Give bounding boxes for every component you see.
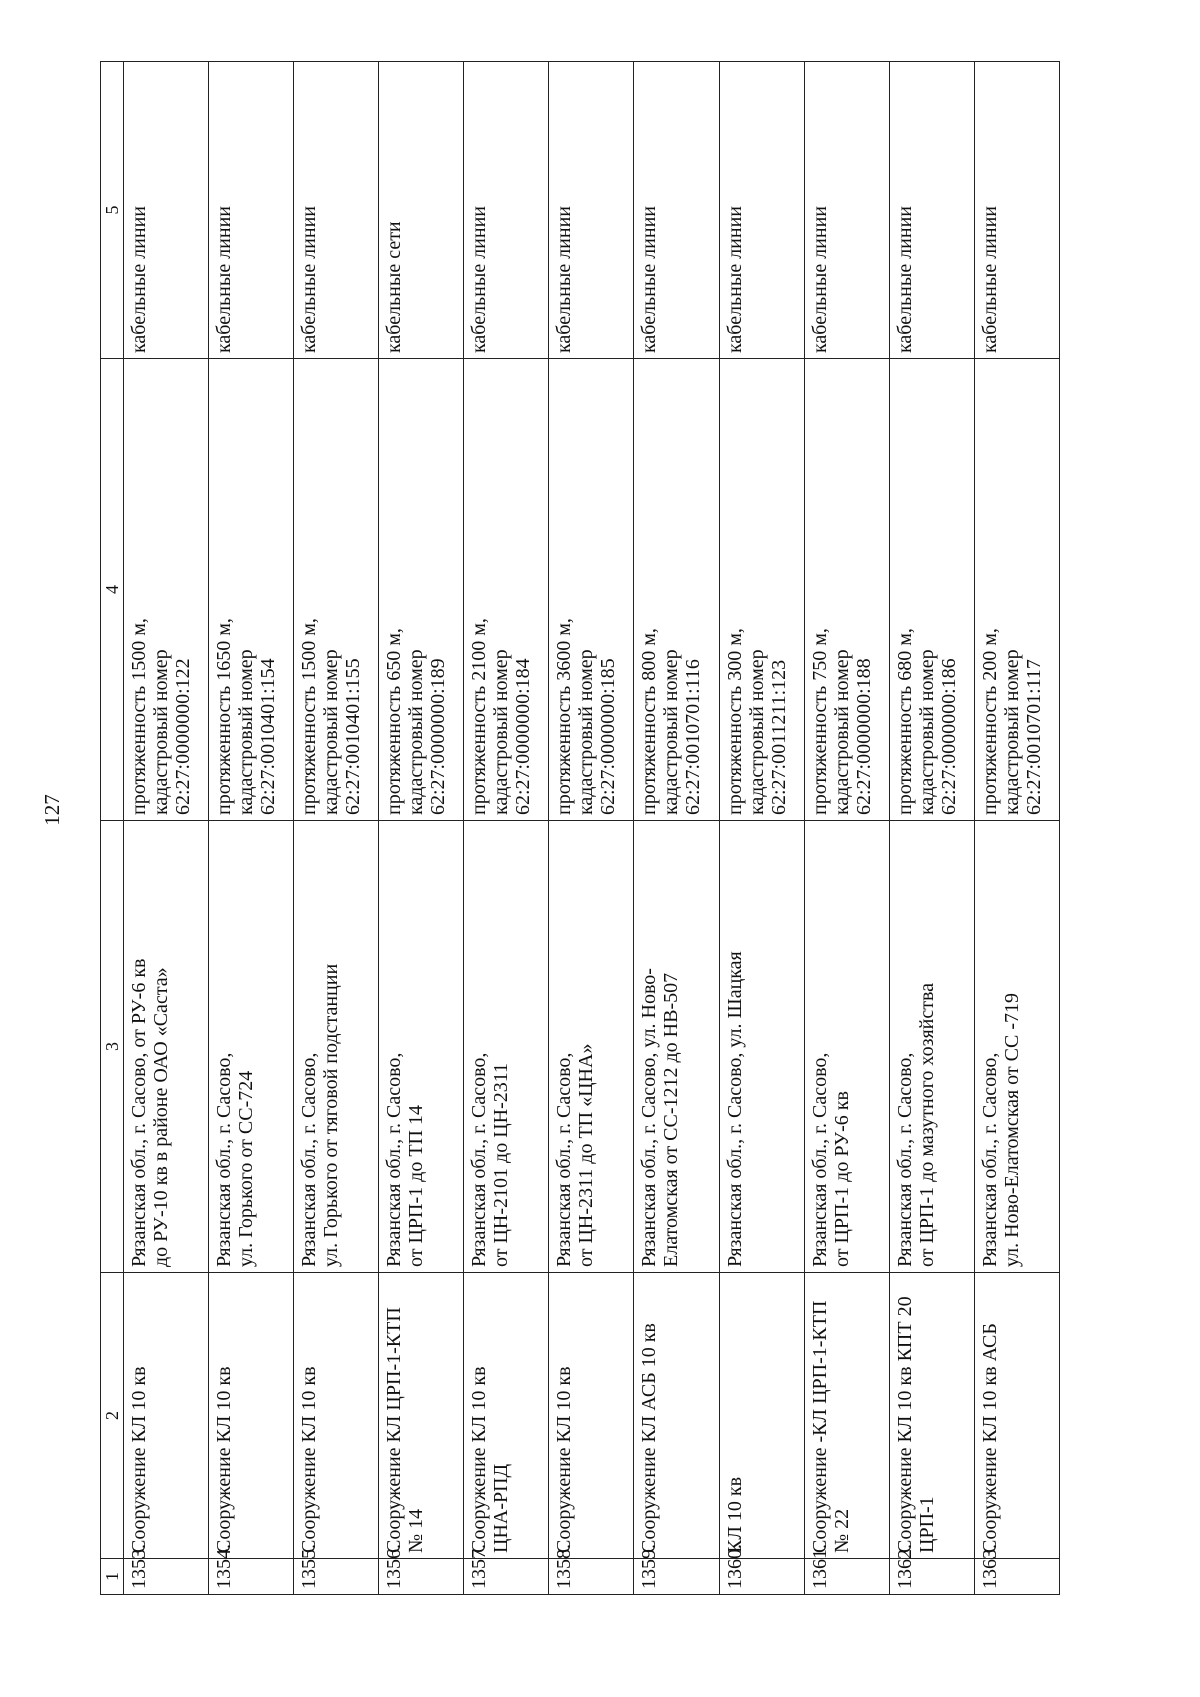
- object-details: протяженность 680 м, кадастровый номер 62:27:0000000:186: [889, 359, 974, 821]
- object-address: Рязанская обл., г. Сасово, ул. Горького от СС-724: [209, 821, 294, 1273]
- object-name: КЛ 10 кв: [719, 1273, 804, 1559]
- table-row: [804, 62, 889, 1595]
- object-address: Рязанская обл., г. Сасово, от ЦРП-1 до ТП 14: [379, 821, 464, 1273]
- table-row: [379, 62, 464, 1595]
- object-name: Сооружение КЛ 10 кв: [124, 1273, 209, 1559]
- object-name: Сооружение КЛ ЦРП-1-КТП № 14: [379, 1273, 464, 1559]
- object-type: кабельные линии: [889, 62, 974, 359]
- object-details: протяженность 2100 м, кадастровый номер 62:27:0000000:184: [464, 359, 549, 821]
- object-name: Сооружение КЛ АСБ 10 кв: [634, 1273, 719, 1559]
- object-name: Сооружение КЛ 10 кв: [209, 1273, 294, 1559]
- object-name: Сооружение КЛ 10 кв АСБ: [974, 1273, 1059, 1559]
- page-number: 127: [40, 794, 64, 826]
- header-row: [101, 62, 124, 1595]
- object-name: Сооружение КЛ 10 кв: [549, 1273, 634, 1559]
- object-details: протяженность 800 м, кадастровый номер 62:27:0010701:116: [634, 359, 719, 821]
- registry-table-container: [100, 62, 1060, 1595]
- table-row: [719, 62, 804, 1595]
- row-number: 1354.: [209, 1559, 294, 1595]
- row-number: 1357.: [464, 1559, 549, 1595]
- object-name: Сооружение КЛ 10 кв ЦНА-РПД: [464, 1273, 549, 1559]
- table-row: [974, 62, 1059, 1595]
- object-details: протяженность 3600 м, кадастровый номер 62:27:0000000:185: [549, 359, 634, 821]
- object-type: кабельные линии: [719, 62, 804, 359]
- row-number: 1356.: [379, 1559, 464, 1595]
- object-address: Рязанская обл., г. Сасово, от ЦРП-1 до РУ-6 кв: [804, 821, 889, 1273]
- object-details: протяженность 1500 м, кадастровый номер 62:27:0000000:122: [124, 359, 209, 821]
- object-type: кабельные линии: [209, 62, 294, 359]
- row-number: 1355.: [294, 1559, 379, 1595]
- object-address: Рязанская обл., г. Сасово, ул. Ново-Елатомская от СС -719: [974, 821, 1059, 1273]
- row-number: 1359.: [634, 1559, 719, 1595]
- object-address: Рязанская обл., г. Сасово, от ЦН-2311 до ТП «ЦНА»: [549, 821, 634, 1273]
- object-type: кабельные сети: [379, 62, 464, 359]
- object-details: протяженность 300 м, кадастровый номер 62:27:0011211:123: [719, 359, 804, 821]
- object-address: Рязанская обл., г. Сасово, ул. Ново- Елатомская от СС-1212 до НВ-507: [634, 821, 719, 1273]
- object-address: Рязанская обл., г. Сасово, ул. Горького от тяговой подстанции: [294, 821, 379, 1273]
- col-header-5: 5: [101, 62, 124, 359]
- object-type: кабельные линии: [974, 62, 1059, 359]
- object-name: Сооружение -КЛ ЦРП-1-КТП № 22: [804, 1273, 889, 1559]
- object-address: Рязанская обл., г. Сасово, от РУ-6 кв до РУ-10 кв в районе ОАО «Саста»: [124, 821, 209, 1273]
- object-details: протяженность 650 м, кадастровый номер 62:27:0000000:189: [379, 359, 464, 821]
- object-type: кабельные линии: [804, 62, 889, 359]
- object-type: кабельные линии: [124, 62, 209, 359]
- object-name: Сооружение КЛ 10 кв КПТ 20 ЦРП-1: [889, 1273, 974, 1559]
- row-number: 1363.: [974, 1559, 1059, 1595]
- table-row: [889, 62, 974, 1595]
- object-address: Рязанская обл., г. Сасово, ул. Шацкая: [719, 821, 804, 1273]
- object-type: кабельные линии: [294, 62, 379, 359]
- col-header-2: 2: [101, 1273, 124, 1559]
- object-details: протяженность 750 м, кадастровый номер 62:27:0000000:188: [804, 359, 889, 821]
- object-type: кабельные линии: [464, 62, 549, 359]
- object-type: кабельные линии: [634, 62, 719, 359]
- col-header-4: 4: [101, 359, 124, 821]
- object-address: Рязанская обл., г. Сасово, от ЦН-2101 до ЦН-2311: [464, 821, 549, 1273]
- object-name: Сооружение КЛ 10 кв: [294, 1273, 379, 1559]
- table-row: [294, 62, 379, 1595]
- registry-table: [100, 61, 1060, 1595]
- table-row: [464, 62, 549, 1595]
- table-row: [549, 62, 634, 1595]
- object-details: протяженность 1500 м, кадастровый номер 62:27:0010401:155: [294, 359, 379, 821]
- table-row: [634, 62, 719, 1595]
- object-type: кабельные линии: [549, 62, 634, 359]
- row-number: 1358.: [549, 1559, 634, 1595]
- object-address: Рязанская обл., г. Сасово, от ЦРП-1 до мазутного хозяйства: [889, 821, 974, 1273]
- row-number: 1362.: [889, 1559, 974, 1595]
- rotated-table-frame: [100, 62, 1060, 1595]
- table-row: [209, 62, 294, 1595]
- row-number: 1360.: [719, 1559, 804, 1595]
- row-number: 1353.: [124, 1559, 209, 1595]
- table-row: [124, 62, 209, 1595]
- col-header-3: 3: [101, 821, 124, 1273]
- col-header-1: 1: [101, 1559, 124, 1595]
- object-details: протяженность 200 м, кадастровый номер 62:27:0010701:117: [974, 359, 1059, 821]
- row-number: 1361.: [804, 1559, 889, 1595]
- object-details: протяженность 1650 м, кадастровый номер 62:27:0010401:154: [209, 359, 294, 821]
